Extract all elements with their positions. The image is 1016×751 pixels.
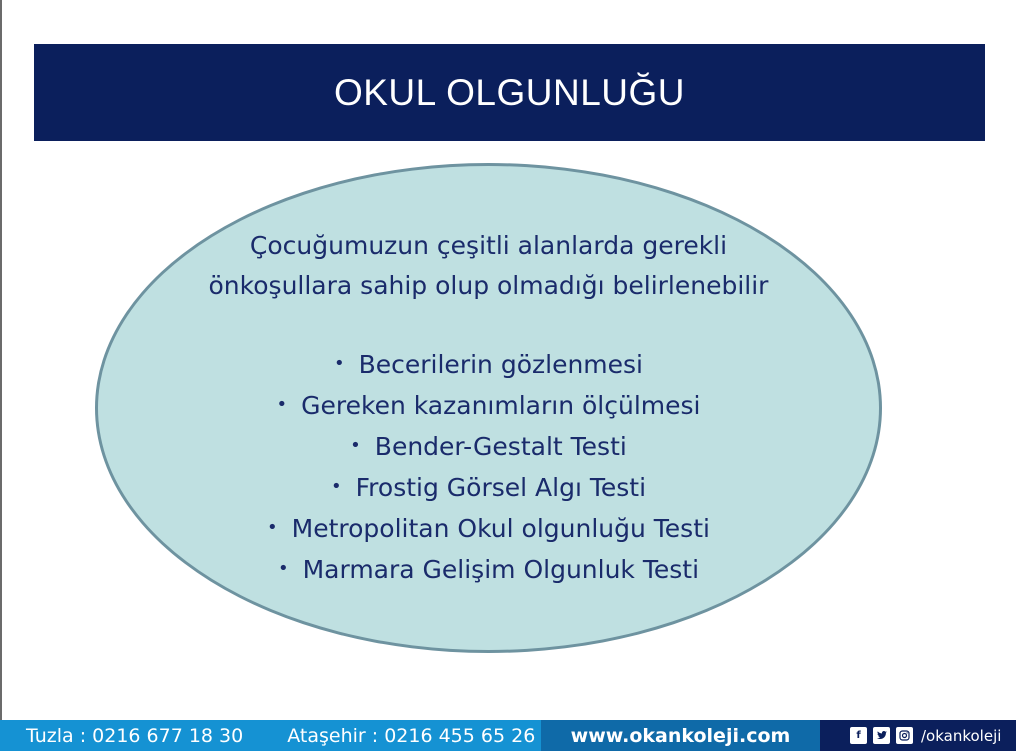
list-item xyxy=(95,467,882,508)
bullet-list xyxy=(95,344,882,590)
bullet-text: Marmara Gelişim Olgunluk Testi xyxy=(302,555,700,584)
bullet-text: Metropolitan Okul olgunluğu Testi xyxy=(291,514,710,543)
facebook-icon[interactable]: f xyxy=(850,727,867,744)
list-item xyxy=(95,344,882,385)
slide-title: OKUL OLGUNLUĞU xyxy=(333,71,686,113)
phone-tuzla: Tuzla : 0216 677 18 30 xyxy=(26,724,244,747)
intro-text: Çocuğumuzun çeşitli alanlarda gerekli önkoşullara sahip olup olmadığı belirlenebilir xyxy=(208,231,769,300)
bullet-icon: • xyxy=(350,435,361,456)
list-item xyxy=(95,549,882,590)
bullet-text: Becerilerin gözlenmesi xyxy=(358,350,643,379)
bullet-icon: • xyxy=(277,558,289,579)
list-item xyxy=(95,508,882,549)
footer-bar xyxy=(0,720,1016,751)
bullet-text: Bender-Gestalt Testi xyxy=(374,432,627,461)
title-bar xyxy=(34,44,985,141)
slide-left-border xyxy=(0,0,2,751)
bullet-text: Frostig Görsel Algı Testi xyxy=(355,473,647,502)
website-link[interactable]: www.okankoleji.com xyxy=(541,720,820,751)
social-handle[interactable]: /okankoleji xyxy=(921,726,1002,745)
bullet-text: Gereken kazanımların ölçülmesi xyxy=(301,391,701,420)
footer-phones xyxy=(0,720,541,751)
bullet-icon: • xyxy=(276,394,288,415)
bullet-icon: • xyxy=(330,476,342,497)
slide-content xyxy=(95,226,882,590)
twitter-icon[interactable] xyxy=(873,727,890,744)
bullet-icon: • xyxy=(333,353,345,374)
phone-atasehir: Ataşehir : 0216 455 65 26 xyxy=(287,724,536,747)
list-item xyxy=(95,426,882,467)
footer-social xyxy=(820,720,1016,751)
bullet-icon: • xyxy=(267,517,278,538)
instagram-icon[interactable] xyxy=(896,727,913,744)
list-item xyxy=(95,385,882,426)
